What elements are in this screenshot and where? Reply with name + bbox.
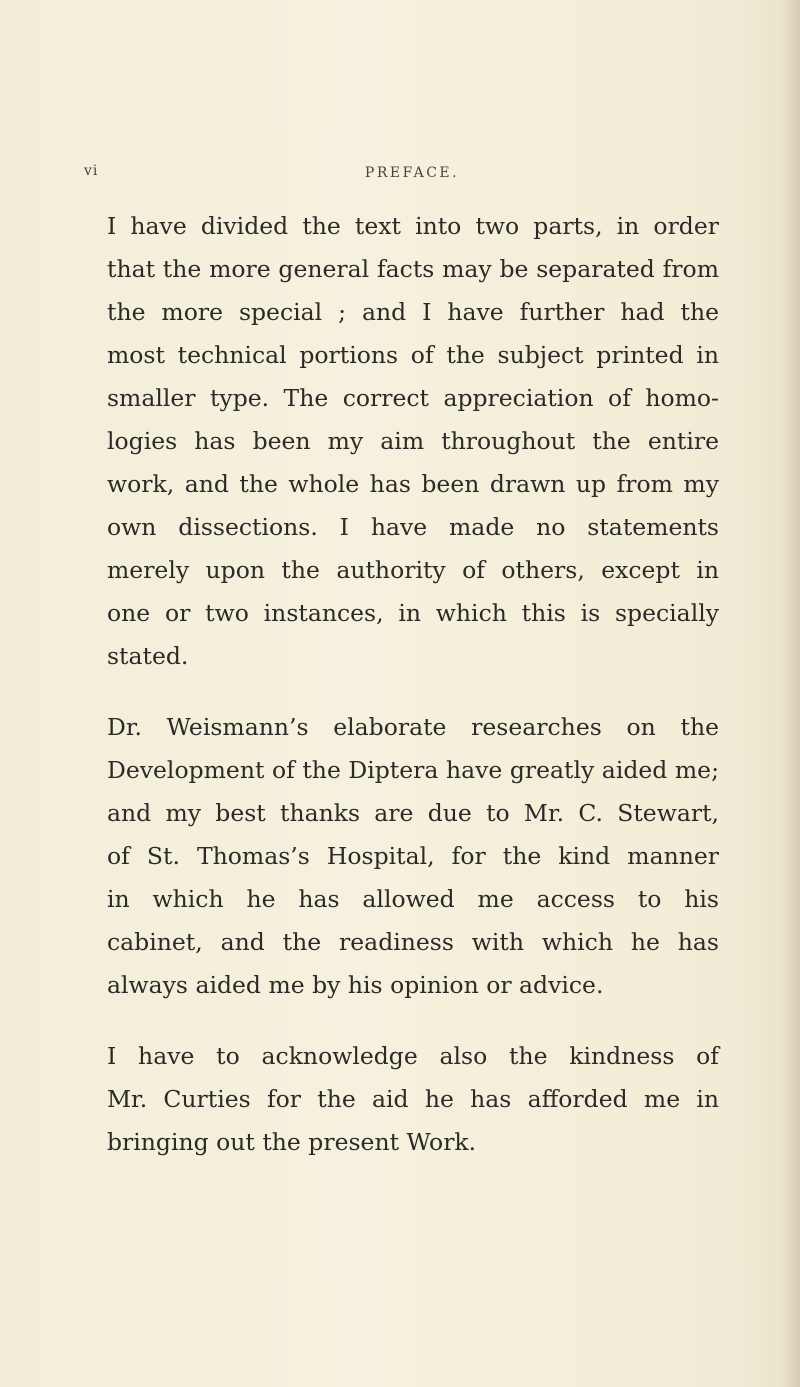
text-line: and my best thanks are due to Mr. C. Stewart, bbox=[107, 799, 719, 827]
text-line: work, and the whole has been drawn up from my bbox=[107, 470, 719, 498]
page-number: vi bbox=[84, 163, 99, 179]
text-line: Dr. Weismann’s elaborate researches on the bbox=[107, 713, 719, 741]
text-line: always aided me by his opinion or advice. bbox=[107, 971, 604, 999]
text-line: own dissections. I have made no statements bbox=[107, 513, 719, 541]
running-head: PREFACE. bbox=[364, 165, 460, 181]
text-line: of St. Thomas’s Hospital, for the kind manner bbox=[107, 842, 719, 870]
text-line: I have to acknowledge also the kindness of bbox=[107, 1042, 719, 1070]
text-line: Mr. Curties for the aid he has afforded me in bbox=[107, 1085, 719, 1113]
text-line: stated. bbox=[107, 642, 189, 670]
paragraph-2 bbox=[107, 706, 719, 1007]
text-line: smaller type. The correct appreciation of homo- bbox=[107, 384, 719, 412]
text-line: Development of the Diptera have greatly aided me; bbox=[107, 756, 719, 784]
text-line: I have divided the text into two parts, in order bbox=[107, 212, 719, 240]
text-line: logies has been my aim throughout the entire bbox=[107, 427, 719, 455]
text-line: cabinet, and the readiness with which he has bbox=[107, 928, 719, 956]
text-line: bringing out the present Work. bbox=[107, 1128, 477, 1156]
text-line: one or two instances, in which this is specially bbox=[107, 599, 719, 627]
body-text bbox=[107, 205, 719, 1192]
text-line: most technical portions of the subject printed in bbox=[107, 341, 719, 369]
text-line: the more special ; and I have further had the bbox=[107, 298, 719, 326]
paragraph-1 bbox=[107, 205, 719, 678]
text-line: that the more general facts may be separated from bbox=[107, 255, 719, 283]
text-line: merely upon the authority of others, except in bbox=[107, 556, 719, 584]
paragraph-3 bbox=[107, 1035, 719, 1164]
page-edge-shadow bbox=[782, 0, 800, 1387]
text-line: in which he has allowed me access to his bbox=[107, 885, 719, 913]
